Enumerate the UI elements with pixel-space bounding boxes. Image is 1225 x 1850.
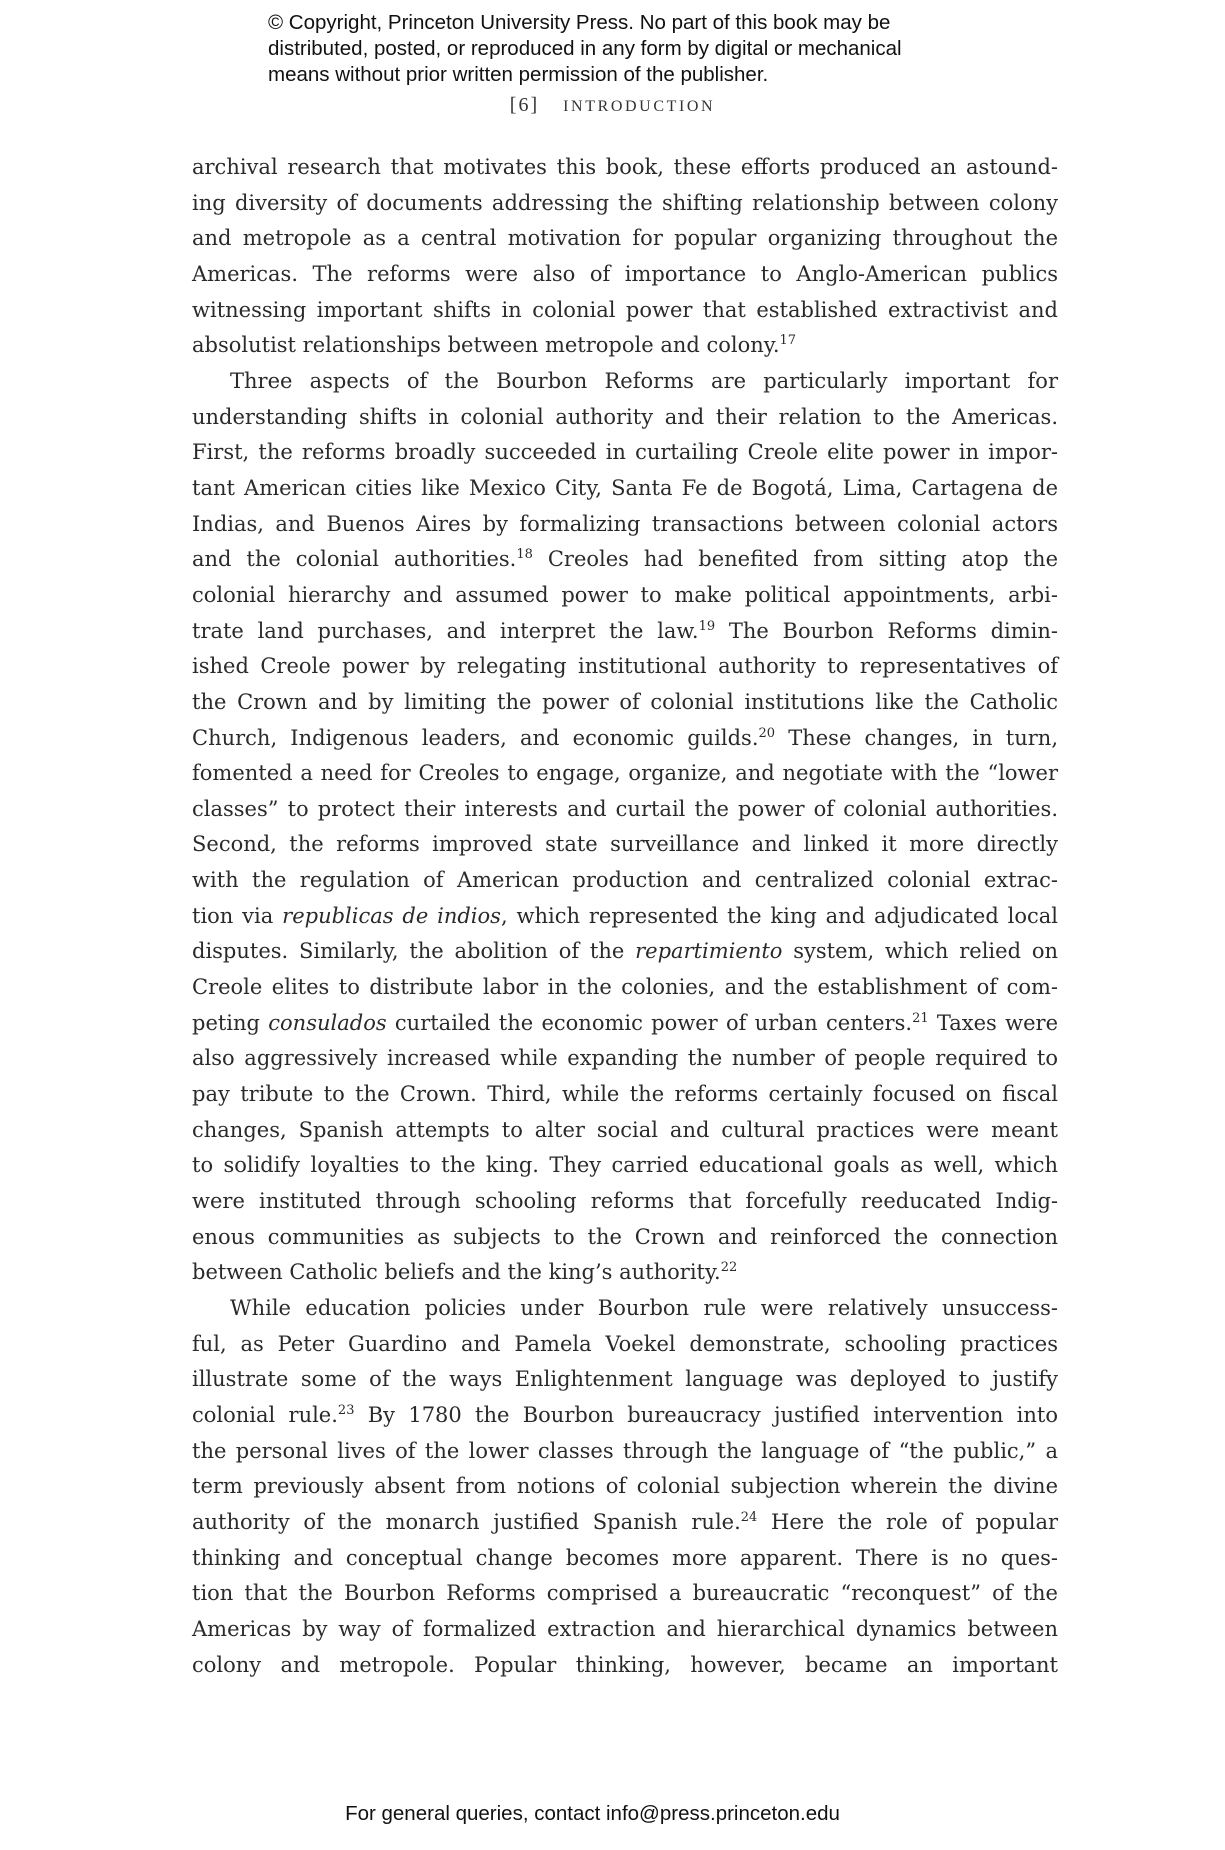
text-line: [192, 328, 1058, 364]
text-line: [192, 1255, 1058, 1291]
line-text: curtailed the economic power of urban centers.: [386, 1010, 913, 1035]
line-text: and metropole as a central motivation for popular organizing throughout the: [192, 226, 1058, 251]
line-text: Indias, and Buenos Aires by formalizing transactions between colonial actors: [192, 511, 1058, 536]
page-number: [6]: [509, 94, 540, 116]
line-text: colonial hierarchy and assumed power to make political appointments, arbi-: [192, 582, 1058, 607]
text-line: [192, 1006, 1058, 1042]
text-line: [192, 721, 1058, 757]
text-line: [192, 1434, 1058, 1470]
text-line: [192, 1362, 1058, 1398]
text-line: [192, 792, 1058, 828]
italic-term: consulados: [268, 1010, 387, 1035]
footnote-ref[interactable]: 19: [698, 618, 716, 634]
line-text: First, the reforms broadly succeeded in curtailing Creole elite power in impor-: [192, 440, 1058, 465]
line-text: The Bourbon Reforms dimin-: [715, 618, 1058, 643]
text-line: [192, 614, 1058, 650]
line-text: Creole elites to distribute labor in the colonies, and the establishment of com-: [192, 975, 1058, 1000]
line-text: Creoles had benefited from sitting atop the: [532, 547, 1059, 572]
text-line: [192, 1398, 1058, 1434]
line-text: with the regulation of American production and centralized colonial extrac-: [192, 868, 1058, 893]
text-line: [192, 1184, 1058, 1220]
footnote-ref[interactable]: 22: [720, 1260, 738, 1276]
line-text: Here the role of popular: [757, 1509, 1059, 1534]
text-line: [192, 293, 1058, 329]
copyright-line: © Copyright, Princeton University Press. No part of this book may be: [268, 11, 891, 34]
line-text: , which represented the king and adjudicated local: [500, 903, 1058, 928]
copyright-notice: [268, 10, 1028, 88]
text-line: [192, 257, 1058, 293]
line-text: system, which relied on: [782, 939, 1059, 964]
line-text: absolutist relationships between metropole and colony.: [192, 333, 780, 358]
line-text: ful, as Peter Guardino and Pamela Voekel demonstrate, schooling practices: [192, 1331, 1058, 1356]
line-text: classes” to protect their interests and curtail the power of colonial authorities.: [192, 796, 1058, 821]
text-line: [192, 1148, 1058, 1184]
body-text: [192, 150, 1058, 1683]
footnote-ref[interactable]: 20: [758, 725, 776, 741]
line-text: thinking and conceptual change becomes more apparent. There is no ques-: [192, 1545, 1058, 1570]
line-text: archival research that motivates this book, these efforts produced an astound-: [192, 155, 1058, 179]
line-text: the Crown and by limiting the power of colonial institutions like the Catholic: [192, 689, 1058, 714]
line-text: Second, the reforms improved state surveillance and linked it more directly: [192, 832, 1058, 857]
line-text: tion that the Bourbon Reforms comprised a bureaucratic “reconquest” of the: [192, 1581, 1058, 1606]
text-line: [192, 863, 1058, 899]
text-line: [192, 364, 1058, 400]
italic-term: republicas de indios: [282, 903, 501, 928]
footnote-ref[interactable]: 21: [912, 1010, 929, 1026]
contact-footer: [0, 1802, 1225, 1826]
text-line: [192, 435, 1058, 471]
text-line: [192, 1612, 1058, 1648]
footnote-ref[interactable]: 17: [779, 333, 797, 349]
line-text: were instituted through schooling reforms that forcefully reeducated Indig-: [192, 1189, 1058, 1214]
text-line: [192, 150, 1058, 186]
line-text: tant American cities like Mexico City, Santa Fe de Bogotá, Lima, Cartagena de: [192, 475, 1058, 500]
line-text: colony and metropole. Popular thinking, however, became an important: [192, 1652, 1058, 1677]
text-line: [192, 1327, 1058, 1363]
text-line: [192, 1541, 1058, 1577]
line-text: fomented a need for Creoles to engage, organize, and negotiate with the “lower: [192, 761, 1058, 786]
section-title: INTRODUCTION: [563, 98, 716, 115]
text-line: [192, 400, 1058, 436]
line-text: Americas. The reforms were also of importance to Anglo-American publics: [192, 261, 1058, 286]
text-line: [192, 934, 1058, 970]
text-line: [192, 1220, 1058, 1256]
line-text: also aggressively increased while expanding the number of people required to: [192, 1046, 1058, 1071]
text-line: [192, 1505, 1058, 1541]
text-line: [192, 899, 1058, 935]
line-text: ing diversity of documents addressing the shifting relationship between colony: [192, 190, 1058, 215]
text-line: [192, 1113, 1058, 1149]
text-line: [192, 1576, 1058, 1612]
text-line: [192, 756, 1058, 792]
running-head: [0, 94, 1225, 117]
line-text: disputes. Similarly, the abolition of the: [192, 939, 636, 964]
text-line: [192, 970, 1058, 1006]
text-line: [192, 649, 1058, 685]
text-line: [192, 827, 1058, 863]
line-text: between Catholic beliefs and the king’s authority.: [192, 1260, 721, 1285]
text-line: [192, 1469, 1058, 1505]
line-text: understanding shifts in colonial authority and their relation to the Americas.: [192, 404, 1058, 429]
line-text: peting: [192, 1010, 269, 1035]
italic-term: repartimiento: [635, 939, 783, 964]
line-text: pay tribute to the Crown. Third, while the reforms certainly focused on fiscal: [192, 1082, 1058, 1107]
line-text: the personal lives of the lower classes through the language of “the public,” a: [192, 1438, 1058, 1463]
line-text: witnessing important shifts in colonial power that established extractivist and: [192, 297, 1058, 322]
contact-text: For general queries, contact info@press.princeton.edu: [345, 1802, 840, 1825]
line-text: Three aspects of the Bourbon Reforms are particularly important for: [230, 368, 1058, 393]
text-line: [192, 1077, 1058, 1113]
line-text: and the colonial authorities.: [192, 547, 517, 572]
copyright-line: distributed, posted, or reproduced in any form by digital or mechanical: [268, 37, 902, 60]
text-line: [192, 1648, 1058, 1684]
line-text: enous communities as subjects to the Crown and reinforced the connection: [192, 1224, 1058, 1249]
line-text: These changes, in turn,: [775, 725, 1058, 750]
text-line: [192, 221, 1058, 257]
line-text: colonial rule.: [192, 1402, 338, 1427]
text-line: [192, 1291, 1058, 1327]
line-text: ished Creole power by relegating institutional authority to representatives of: [192, 654, 1058, 679]
footnote-ref[interactable]: 23: [337, 1402, 355, 1418]
text-line: [192, 471, 1058, 507]
line-text: tion via: [192, 903, 283, 928]
footnote-ref[interactable]: 18: [516, 547, 533, 563]
line-text: Church, Indigenous leaders, and economic guilds.: [192, 725, 759, 750]
footnote-ref[interactable]: 24: [740, 1509, 758, 1525]
line-text: changes, Spanish attempts to alter social and cultural practices were meant: [192, 1117, 1058, 1142]
text-line: [192, 186, 1058, 222]
line-text: While education policies under Bourbon rule were relatively unsuccess-: [230, 1296, 1058, 1320]
line-text: illustrate some of the ways Enlightenment language was deployed to justify: [192, 1367, 1058, 1392]
line-text: By 1780 the Bourbon bureaucracy justified intervention into: [354, 1402, 1058, 1427]
line-text: Taxes were: [928, 1010, 1058, 1035]
copyright-line: means without prior written permission of the publisher.: [268, 63, 769, 86]
text-line: [192, 542, 1058, 578]
text-line: [192, 578, 1058, 614]
line-text: trate land purchases, and interpret the law.: [192, 618, 699, 643]
text-line: [192, 507, 1058, 543]
line-text: Americas by way of formalized extraction and hierarchical dynamics between: [192, 1616, 1058, 1641]
line-text: to solidify loyalties to the king. They carried educational goals as well, which: [192, 1153, 1058, 1178]
text-line: [192, 685, 1058, 721]
text-line: [192, 1041, 1058, 1077]
line-text: term previously absent from notions of colonial subjection wherein the divine: [192, 1474, 1058, 1499]
line-text: authority of the monarch justified Spanish rule.: [192, 1509, 741, 1534]
